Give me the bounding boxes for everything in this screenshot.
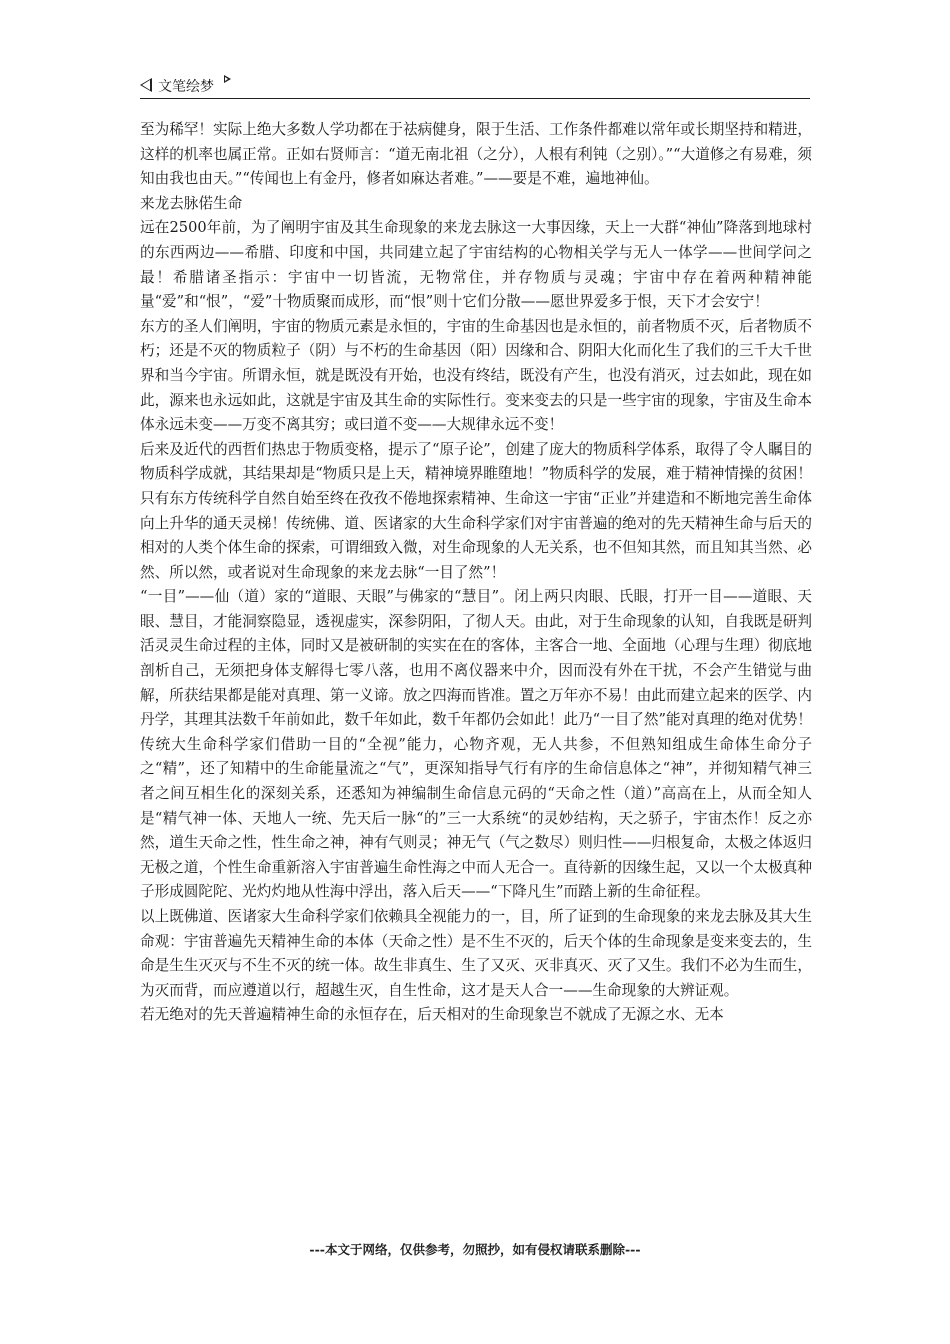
paragraph: “一目”——仙（道）家的“道眼、天眼”与佛家的“慧目”。闭上两只肉眼、氏眼，打开一目——道眼、天眼、慧目，才能洞察隐显，透视虚实，深参阴阳，了彻人天。由此，对于生命现象的认知，自我既是研判活灵灵生命过程的主体，同时又是被研制的实实在在的客体，主客合一地、全面地（心理与生理）彻底地剖析自己，无须把身体支解得七零八落，也用不离仪器来中介，因而没有外在干扰，不会产生错觉与曲解，所获结果都是能对真理、第一义谛。放之四海而皆准。置之万年亦不易！由此而建立起来的医学、内丹学，其理其法数千年前如此，数千年如此，数千年都仍会如此！此乃“一目了然”能对真理的绝对优势！传统大生命科学家们借助一目的“全视”能力，心物齐观，无人共参，不但熟知组成生命体生命分子之“精”，还了知精中的生命能量流之“气”，更深知指导气行有序的生命信息体之“神”，并彻知精气神三者之间互相生化的深刻关系，还悉知为神编制生命信息元码的“天命之性（道）”高高在上，从而全知人是“精气神一体、天地人一统、先天后一脉“的”三一大系统“的灵妙结构，天之骄子，宇宙杰作！反之亦然，道生天命之性，性生命之神，神有气则灵；神无气（气之数尽）则归性——归根复命，太极之体返归无极之道，个性生命重新溶入宇宙普遍生命性海之中而人无合一。直待新的因缘生起，又以一个太极真种子形成圆陀陀、光灼灼地从性海中浮出，落入后天——“下降凡生”而踏上新的生命征程。 — [140, 588, 812, 901]
paragraph: 若无绝对的先天普遍精神生命的永恒存在，后天相对的生命现象岂不就成了无源之水、无本 — [140, 1006, 724, 1024]
paragraph: 至为稀罕！实际上绝大多数人学功都在于祛病健身，限于生活、工作条件都难以常年或长期坚持和精进，这样的机率也属正常。正如右贤师言：“道无南北祖（之分），人根有利钝（之别）。”“大道修之有易难，须知由我也由天。”“传闻也上有金丹，修者如麻达者难。”——要是不难，遍地神仙。 — [140, 121, 812, 188]
section-heading: 来龙去脉偌生命 — [140, 194, 243, 212]
brand-name: 文笔绘梦 — [158, 79, 214, 95]
page-header — [140, 72, 810, 99]
triangle-right-icon — [224, 75, 231, 83]
footer-notice: ---本文于网络，仅供参考，勿照抄，如有侵权请联系删除--- — [309, 1242, 641, 1257]
paragraph: 后来及近代的西哲们热忠于物质变格，提示了“原子论”，创建了庞大的物质科学体系，取得了令人瞩目的物质科学成就，其结果却是“物质只是上天，精神境界睢堕地！”物质科学的发展，难于精神情操的贫困！只有东方传统科学自然自始至终在孜孜不倦地探索精神、生命这一宇宙“正业”并建造和不断地完善生命体向上升华的通天灵梯！传统佛、道、医诸家的大生命科学家们对宇宙普遍的绝对的先天精神生命与后天的相对的人类个体生命的探索，可谓细致入微，对生命现象的人无关系，也不但知其然，而且知其当然、必然、所以然，或者说对生命现象的来龙去脉“一目了然”！ — [140, 440, 812, 581]
paragraph: 远在2500年前，为了阐明宇宙及其生命现象的来龙去脉这一大事因缘，天上一大群“神仙”降落到地球村的东西两边——希腊、印度和中国，共同建立起了宇宙结构的心物相关学与无人一体学——世间学问之最！希腊诸圣指示：宇宙中一切皆流，无物常住，并存物质与灵魂；宇宙中存在着两种精神能量“爱”和“恨”，“爱”十物质聚而成形，而“恨”则十它们分散——愿世界爱多于恨，天下才会安宁！ — [140, 219, 812, 311]
paragraph: 东方的圣人们阐明，宇宙的物质元素是永恒的，宇宙的生命基因也是永恒的，前者物质不灭，后者物质不朽；还是不灭的物质粒子（阴）与不朽的生命基因（阳）因缘和合、阴阳大化而化生了我们的三千大千世界和当今宇宙。所谓永恒，就是既没有开始，也没有终结，既没有产生，也没有消灭，过去如此，现在如此，源来也永远如此，这就是宇宙及其生命的实际性行。变来变去的只是一些宇宙的现象，宇宙及生命本体永远未变——万变不离其穷；或曰道不变——大规律永远不变！ — [140, 317, 812, 434]
document-body — [140, 118, 812, 1028]
paragraph: 以上既佛道、医诸家大生命科学家们依赖具全视能力的一，目，所了证到的生命现象的来龙去脉及其大生命观：宇宙普遍先天精神生命的本体（天命之性）是不生不灭的，后天个体的生命现象是变来变去的，生命是生生灭灭与不生不灭的统一体。故生非真生、生了又灭、灭非真灭、灭了又生。我们不必为生而生，为灭而背，而应遵道以行，超越生灭，自生性命，这才是天人合一——生命现象的大辨证观。 — [140, 908, 812, 999]
triangle-left-icon — [140, 78, 152, 92]
